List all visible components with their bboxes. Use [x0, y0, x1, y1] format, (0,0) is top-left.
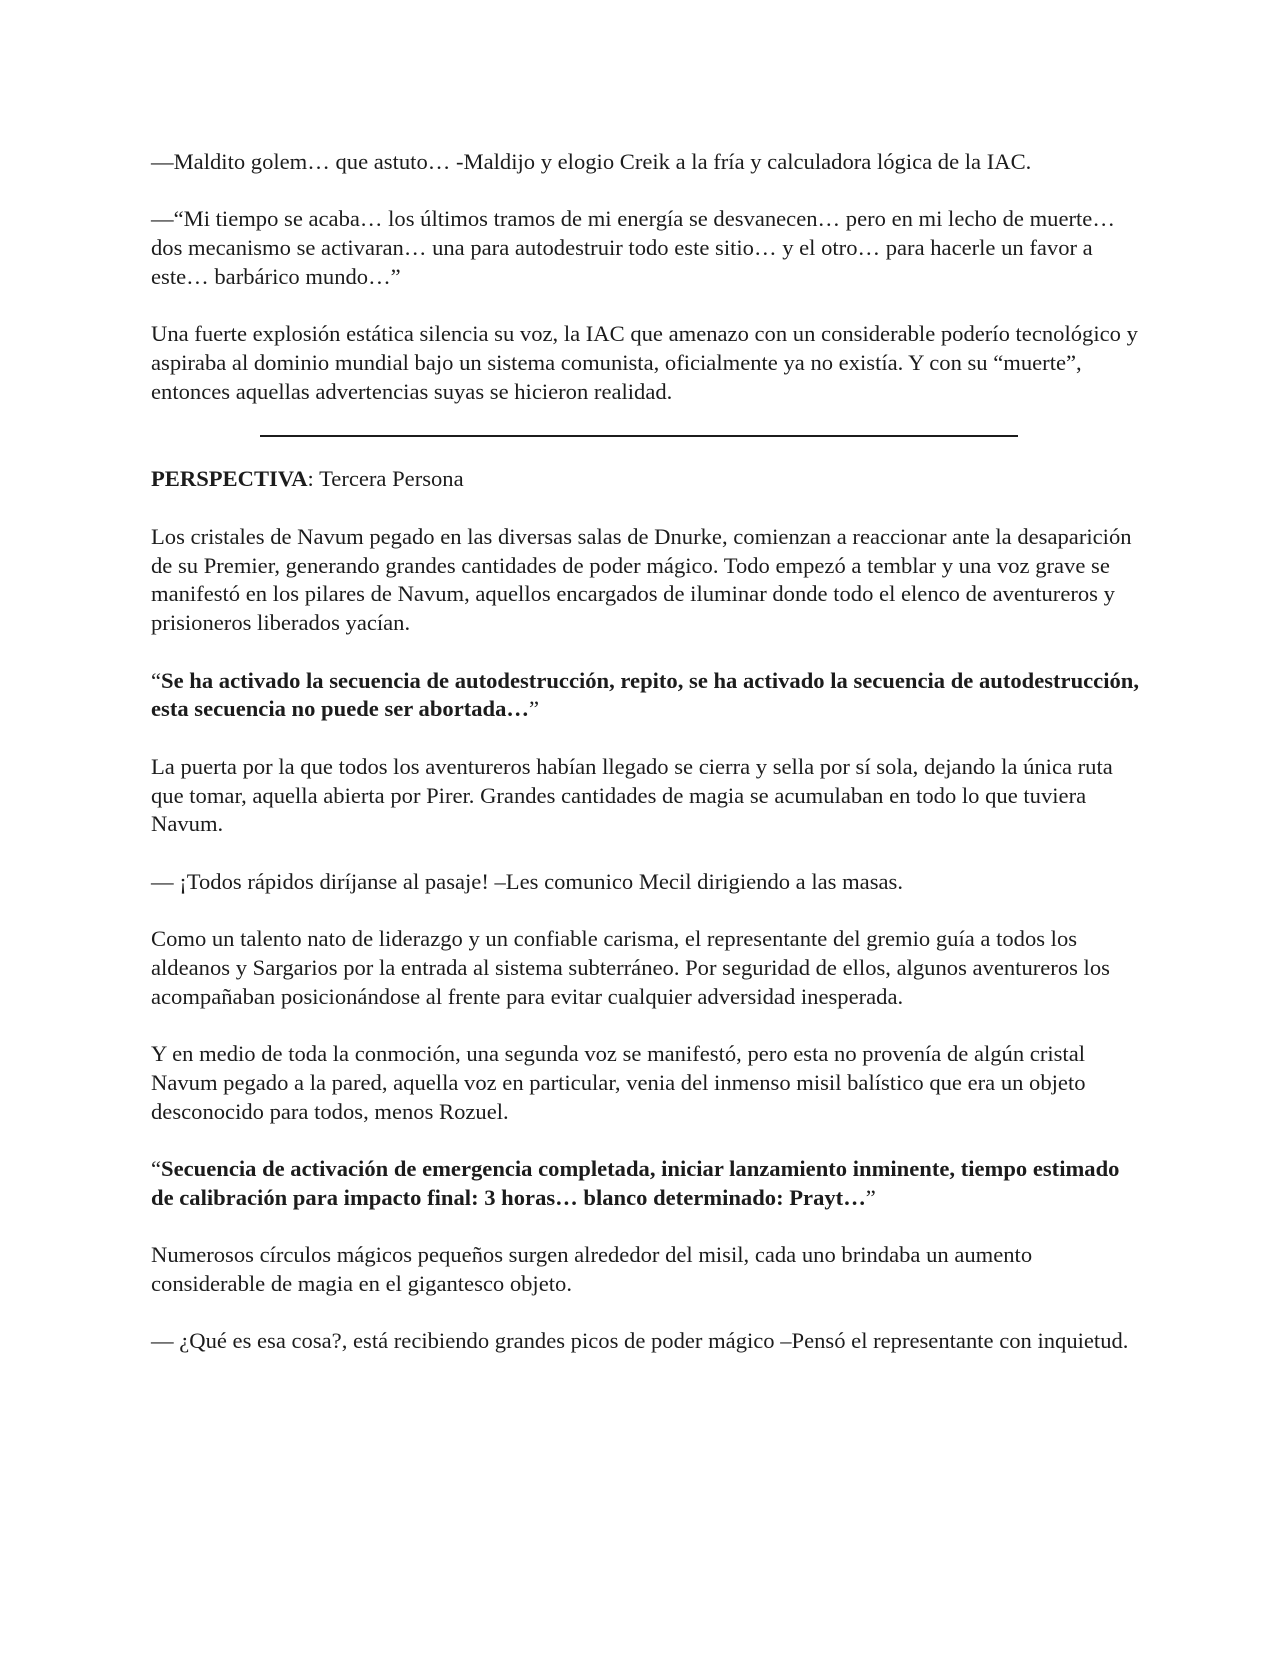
- perspective-line: [151, 465, 1141, 494]
- paragraph-explosion: Una fuerte explosión estática silencia su voz, la IAC que amenazo con un considerable poderío tecnológico y aspiraba al dominio mundial bajo un sistema comunista, oficialmente ya no existía. Y con su “muerte”, entonces aquellas advertencias suyas se hicieron realidad.: [151, 321, 1138, 404]
- perspective-label: PERSPECTIVA: [151, 466, 308, 492]
- section-divider: [260, 435, 1018, 437]
- paragraph-puerta: La puerta por la que todos los aventureros habían llegado se cierra y sella por sí sola, dejando la única ruta que tomar, aquella abierta por Pirer. Grandes cantidades de magia se acumulaban en todo lo que tuviera Navum.: [151, 753, 1113, 837]
- paragraph-cristales: Los cristales de Navum pegado en las diversas salas de Dnurke, comienzan a reaccionar ante la desaparición de su Premier, generando grandes cantidades de poder mágico. Todo empezó a temblar y una voz grave se manifestó en los pilares de Navum, aquellos encargados de iluminar donde todo el elenco de aventureros y prisioneros liberados yacían.: [151, 523, 1132, 636]
- paragraph-todos-rapidos: — ¡Todos rápidos diríjanse al pasaje! –Les comunico Mecil dirigiendo a las masas.: [151, 868, 903, 894]
- quote-open-mark: “: [151, 667, 162, 693]
- quote-close-mark: ”: [865, 1184, 876, 1210]
- paragraph-que-es: — ¿Qué es esa cosa?, está recibiendo grandes picos de poder mágico –Pensó el representante con inquietud.: [151, 1328, 1129, 1354]
- quote-emergencia-text: Secuencia de activación de emergencia completada, iniciar lanzamiento inminente, tiempo estimado de calibración para impacto final: 3 horas… blanco determinado: Prayt…: [151, 1156, 1120, 1210]
- perspective-separator: :: [307, 466, 320, 492]
- document-page: [151, 148, 1141, 1385]
- quote-autodestruccion: [151, 667, 1141, 725]
- paragraph-maldito-golem: —Maldito golem… que astuto… -Maldijo y elogio Creik a la fría y calculadora lógica de la IAC.: [151, 149, 1032, 174]
- paragraph-mi-tiempo: —“Mi tiempo se acaba… los últimos tramos de mi energía se desvanecen… pero en mi lecho de muerte… dos mecanismo se activaran… una para autodestruir todo este sitio… y el otro… para hacerle un favor a este… barbárico mundo…”: [151, 206, 1115, 289]
- paragraph-circulos: Numerosos círculos mágicos pequeños surgen alrededor del misil, cada uno brindaba un aumento considerable de magia en el gigantesco objeto.: [151, 1242, 1033, 1297]
- perspective-value: Tercera Persona: [319, 466, 464, 492]
- quote-autodestruccion-text: Se ha activado la secuencia de autodestrucción, repito, se ha activado la secuencia de autodestrucción, esta secuencia no puede ser abortada…: [151, 667, 1139, 722]
- quote-emergencia: [151, 1155, 1141, 1213]
- paragraph-talento: Como un talento nato de liderazgo y un confiable carisma, el representante del gremio guía a todos los aldeanos y Sargarios por la entrada al sistema subterráneo. Por seguridad de ellos, algunos aventureros los acompañaban posicionándose al frente para evitar cualquier adversidad inesperada.: [151, 926, 1110, 1009]
- quote-close-mark: ”: [529, 696, 540, 722]
- quote-open-mark: “: [151, 1156, 162, 1182]
- paragraph-conmocion: Y en medio de toda la conmoción, una segunda voz se manifestó, pero esta no provenía de algún cristal Navum pegado a la pared, aquella voz en particular, venia del inmenso misil balístico que era un objeto desconocido para todos, menos Rozuel.: [151, 1041, 1086, 1124]
